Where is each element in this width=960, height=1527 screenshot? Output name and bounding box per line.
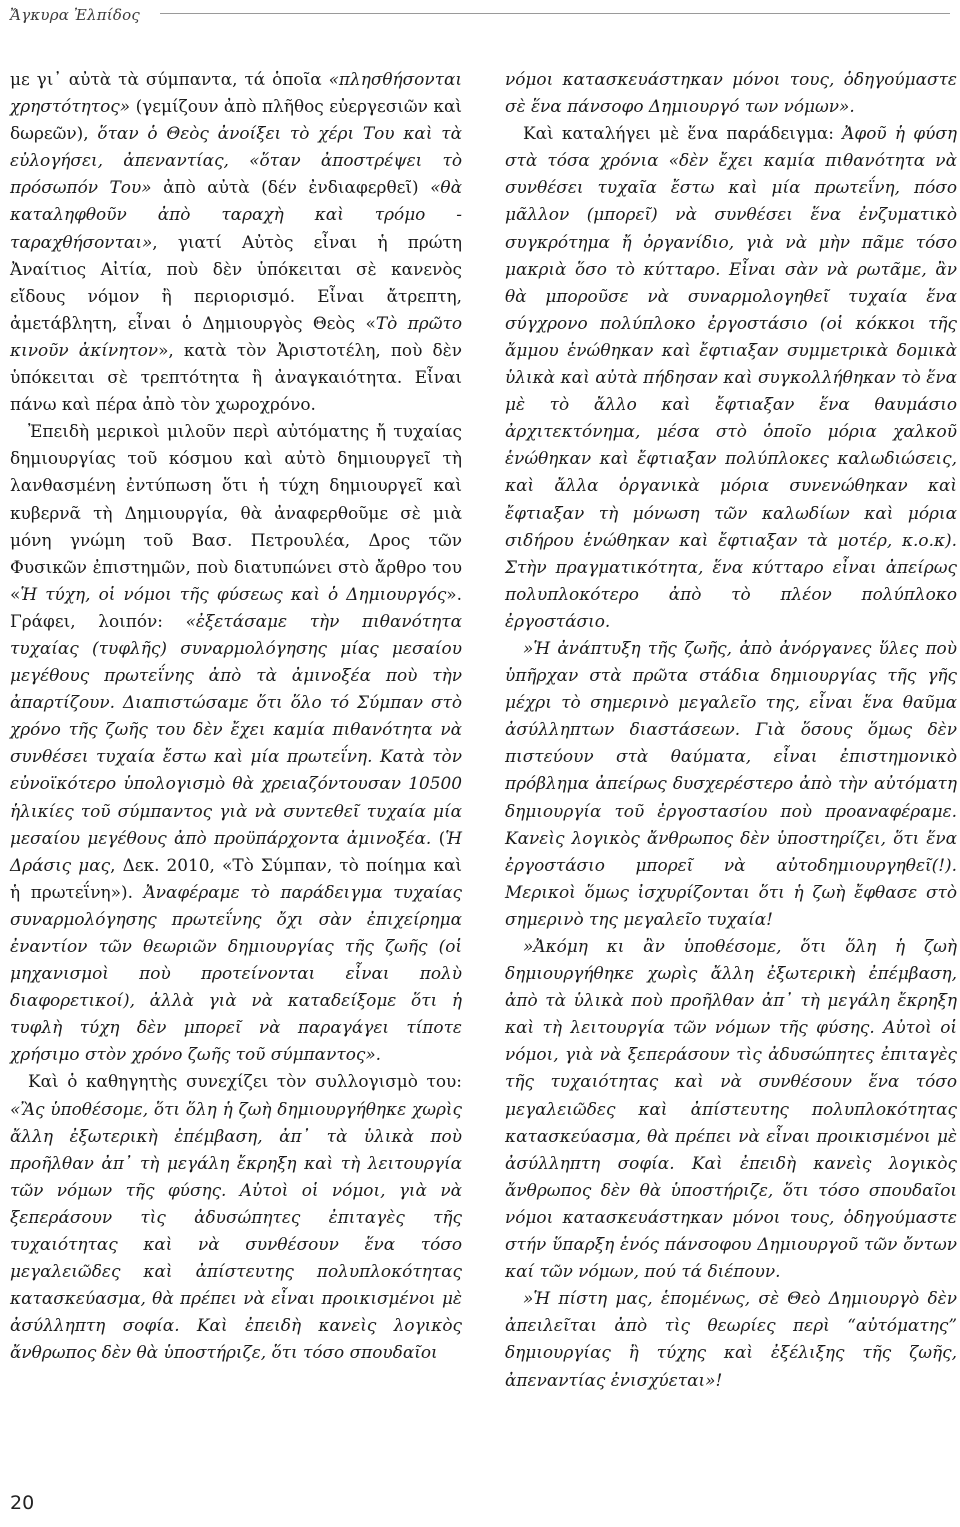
italic-run: «ὅταν ἀποστρέψει τὸ πρόσωπόν Του» (10, 150, 462, 198)
italic-run: νόμοι κατασκευάστηκαν μόνοι τους, ὁδηγούμαστε σὲ ἕνα πάνσοφο Δημιουργό των νόμων». (505, 69, 957, 117)
paragraph (505, 933, 957, 1285)
text-run: ἀπὸ αὐτὰ (δέν ἐνδιαφερθεῖ) (151, 177, 431, 198)
text-run: , Δεκ. 2010, «Τὸ Σύμπαν, τὸ ποίημα καὶ ἡ πρωτεΐνη»). (10, 854, 462, 902)
paragraph (10, 1068, 462, 1366)
italic-run: Ἡ τύχη, οἱ νόμοι τῆς φύσεως καὶ ὁ Δημιουργός (20, 583, 447, 604)
text-run: (γεμίζουν ἀπὸ πλῆθος εὐεργεσιῶν καὶ δωρεῶν), (10, 96, 462, 144)
italic-run: Ἀφοῦ ἡ φύση στὰ τόσα χρόνια «δὲν ἔχει καμία πιθανότητα νὰ συνθέσει τυχαῖα ἔστω καὶ μία πρωτεΐνη, πόσο μᾶλλον (μπορεῖ) νὰ συνθέσει ἕνα ἐνζυματικὸ συγκρότημα ἤ ὀργανίδιο, γιὰ νὰ μὴν πᾶμε τόσο μακριὰ ὅσο τὸ κύτταρο. Εἶναι σὰν νὰ ρωτᾶμε, ἂν θὰ μποροῦσε νὰ συναρμολογηθεῖ τυχαία ἕνα σύγχρονο πολύπλοκο ἐργοστάσιο (οἱ κόκκοι τῆς ἄμμου ἑνώθηκαν καὶ ἔφτιαξαν συμμετρικὰ δομικὰ ὑλικὰ καὶ αὐτὰ πήδησαν καὶ συγκολλήθηκαν τὸ ἕνα μὲ τὸ ἄλλο καὶ ἔφτιαξαν ἕνα θαυμάσιο ἀρχιτεκτόνημα, μέσα στὸ ὁποῖο μόρια χαλκοῦ ἑνώθηκαν καὶ ἔφτιαξαν πολύπλοκες καλωδιώσεις, καὶ ἄλλα ὀργανικὰ μόρια συνενώθηκαν καὶ ἔφτιαξαν τὴ μόνωση τῶν καλωδίων καὶ μόρια σιδήρου ἑνώθηκαν καὶ ἔφτιαξαν τὰ μοτέρ, κ.ο.κ). Στὴν πραγματικότητα, ἕνα κύτταρο εἶναι ἀπείρως πολυπλοκότερο ἀπὸ τὸ πλέον πολύπλοκο ἐργοστάσιο. (505, 123, 957, 631)
text-run: », κατὰ τὸν Ἀριστοτέλη, ποὺ δὲν ὑπόκειται σὲ τρεπτότητα ἢ ἀναγκαιότητα. Εἶναι πάνω καὶ πέρα ἀπὸ τὸν χωροχρόνο. (10, 339, 462, 415)
paragraph (505, 120, 957, 635)
text-run: Καὶ ὁ καθηγητὴς συνεχίζει τὸν συλλογισμὸ του: (28, 1071, 462, 1092)
running-head-title: Ἄγκυρα Ἐλπίδος (10, 6, 140, 24)
paragraph (505, 66, 957, 120)
paragraph (10, 66, 462, 418)
text-run: , γιατί Αὐτὸς εἶναι ἡ πρώτη Ἀναίτιος Αἰτία, ποὺ δὲν ὑπόκειται σὲ κανενὸς εἴδους νόμον ἢ περιορισμό. Εἶναι ἄτρεπτη, ἀμετάβλητη, εἶναι ὁ Δημιουργὸς Θεὸς « (10, 231, 462, 333)
text-run: με γι᾽ αὐτὰ τὰ σύμπαντα, τά ὁποῖα (10, 69, 329, 89)
italic-run: «ἐξετάσαμε τὴν πιθανότητα τυχαίας (τυφλῆς) συναρμολόγησης μίας μεσαίου μεγέθους πρωτεΐνης ἀπὸ τὰ ἀμινοξέα ποὺ τὴν ἀπαρτίζουν. Διαπιστώσαμε ὅτι ὅλο τό Σύμπαν στὸ χρόνο τῆς ζωῆς του δὲν ἔχει καμία πιθανότητα νὰ συνθέσει τυχαία ἔστω καὶ μία πρωτεΐνη. Κατὰ τὸν εὐνοϊκότερο ὑπολογισμὸ θὰ χρειαζόντουσαν 10500 ἡλικίες τοῦ σύμπαντος γιὰ νὰ συντεθεῖ τυχαία μία μεσαίου μεγέθους ἀπὸ προϋπάρχοντα ἀμινοξέα. (10, 610, 462, 848)
text-run: Καὶ καταλήγει μὲ ἕνα παράδειγμα: (523, 123, 843, 144)
italic-run: Ἀναφέραμε τὸ παράδειγμα τυχαίας συναρμολόγησης πρωτεΐνης ὄχι σὰν ἐπιχείρημα ἐναντίον τῶν θεωριῶν δημιουργίας τῆς ζωῆς (οἱ μηχανισμοὶ ποὺ προτείνονται εἶναι πολὺ διαφορετικοί), ἀλλὰ γιὰ νὰ καταδείξομε ὅτι ἡ τυφλὴ τύχη δὲν μπορεῖ νὰ παραγάγει τίποτε χρήσιμο στὸν χρόνο ζωῆς τοῦ σύμπαντος». (10, 881, 462, 1065)
italic-run: ὅταν ὁ Θεὸς ἀνοίξει τὸ χέρι Του καὶ τὰ εὐλογήσει, ἀπεναντίας, (10, 123, 462, 171)
right-text-column (505, 66, 957, 1394)
italic-run: »Ἀκόμη κι ἂν ὑποθέσομε, ὅτι ὅλη ἡ ζωὴ δημιουργήθηκε χωρὶς ἄλλη ἐξωτερικὴ ἐπέμβαση, ἀπὸ τὰ ὑλικὰ ποὺ προῆλθαν ἀπ᾽ τὴ μεγάλη ἔκρηξη καὶ τὴ λειτουργία τῶν νόμων τῆς φύσης. Αὐτοὶ οἱ νόμοι, γιὰ νὰ ξεπεράσουν τὶς ἀδυσώπητες ἐπιταγὲς τῆς τυχαιότητας καὶ νὰ συνθέσουν ἕνα τόσο μεγαλειῶδες καὶ ἀπίστευτης πολυπλοκότητας κατασκεύασμα, θὰ πρέπει νὰ εἶναι προικισμένοι μὲ ἀσύλληπτη σοφία. Καὶ ἐπειδὴ κανεὶς λογικὸς ἄνθρωπος δὲν θὰ ὑποστήριζε, ὅτι τόσο σπουδαῖοι νόμοι κατασκευάστηκαν μόνοι τους, ὁδηγούμαστε στήν ὕπαρξη ἑνός πάνσοφου Δημιουργοῦ τῶν ὄντων καί τῶν νόμων, πού τά διέπουν. (505, 936, 957, 1282)
text-run: ( (431, 827, 446, 848)
paragraph (10, 418, 462, 1068)
page-number: 20 (10, 1492, 35, 1514)
paragraph (505, 635, 957, 933)
italic-run: Ἡ Δράσις μας (10, 827, 462, 875)
text-run: ». Γράφει, λοιπόν: (10, 583, 462, 631)
italic-run: »Ἡ πίστη μας, ἑπομένως, σὲ Θεὸ Δημιουργὸ δὲν ἀπειλεῖται ἀπὸ τὶς θεωρίες περὶ “αὐτόματης” δημιουργίας ἢ τύχης καὶ ἐξέλιξης τῆς ζωῆς, ἀπεναντίας ἐνισχύεται»! (505, 1288, 957, 1390)
left-text-column (10, 66, 462, 1367)
paragraph (505, 1285, 957, 1393)
italic-run: «πλησθήσονται χρηστότητος» (10, 69, 462, 117)
header-rule (160, 13, 950, 14)
italic-run: «θὰ καταληφθοῦν ἀπὸ ταραχὴ καὶ τρόμο - ταραχθήσονται» (10, 177, 462, 252)
italic-run: «Ἂς ὑποθέσομε, ὅτι ὅλη ἡ ζωὴ δημιουργήθηκε χωρὶς ἄλλη ἐξωτερικὴ ἐπέμβαση, ἀπ᾽ τὰ ὑλικὰ ποὺ προῆλθαν ἀπ᾽ τὴ μεγάλη ἔκρηξη καὶ τὴ λειτουργία τῶν νόμων τῆς φύσης. Αὐτοὶ οἱ νόμοι, γιὰ νὰ ξεπεράσουν τὶς ἀδυσώπητες ἐπιταγὲς τῆς τυχαιότητας καὶ νὰ συνθέσουν ἕνα τόσο μεγαλειῶδες καὶ ἀπίστευτης πολυπλοκότητας κατασκεύασμα, θὰ πρέπει νὰ εἶναι προικισμένοι μὲ ἀσύλληπτη σοφία. Καὶ ἐπειδὴ κανεὶς λογικὸς ἄνθρωπος δὲν θὰ ὑποστήριζε, ὅτι τόσο σπουδαῖοι (10, 1098, 462, 1363)
italic-run: Τὸ πρῶτο κινοῦν ἀκίνητον (10, 312, 463, 360)
text-run: Ἐπειδὴ μερικοὶ μιλοῦν περὶ αὐτόματης ἤ τυχαίας δημιουργίας τοῦ κόσμου καὶ αὐτὸ δημιουργεῖ τὴ λανθασμένη ἐντύπωση ὅτι ἡ τύχη δημιουργεῖ καὶ κυβερνᾶ τὴ Δημιουργία, θὰ ἀναφερθοῦμε σὲ μιὰ μόνη γνώμη τοῦ Βασ. Πετρουλέα, Δρος τῶν Φυσικῶν ἐπιστημῶν, ποὺ διατυπώνει στὸ ἄρθρο του « (10, 421, 462, 604)
italic-run: »Ἡ ἀνάπτυξη τῆς ζωῆς, ἀπὸ ἀνόργανες ὕλες ποὺ ὑπῆρχαν στὰ πρῶτα στάδια δημιουργίας τῆς γῆς μέχρι τὸ σημερινὸ μεγαλεῖο της, εἶναι ἕνα θαῦμα ἀσύλληπτων διαστάσεων. Γιὰ ὅσους ὅμως δὲν πιστεύουν στὰ θαύματα, εἶναι ἐπιστημονικὸ πρόβλημα ἀπείρως δυσχερέστερο ἀπὸ τὴν αὐτόματη δημιουργία τοῦ ἐργοστασίου ποὺ προαναφέραμε. Κανεὶς λογικὸς ἄνθρωπος δὲν ὑποστηρίζει, ὅτι ἕνα ἐργοστάσιο μπορεῖ νὰ αὐτοδημιουργηθεῖ(!). Μερικοὶ ὅμως ἰσχυρίζονται ὅτι ἡ ζωὴ ἔφθασε στὸ σημερινὸ της μεγαλεῖο τυχαία! (505, 637, 957, 929)
